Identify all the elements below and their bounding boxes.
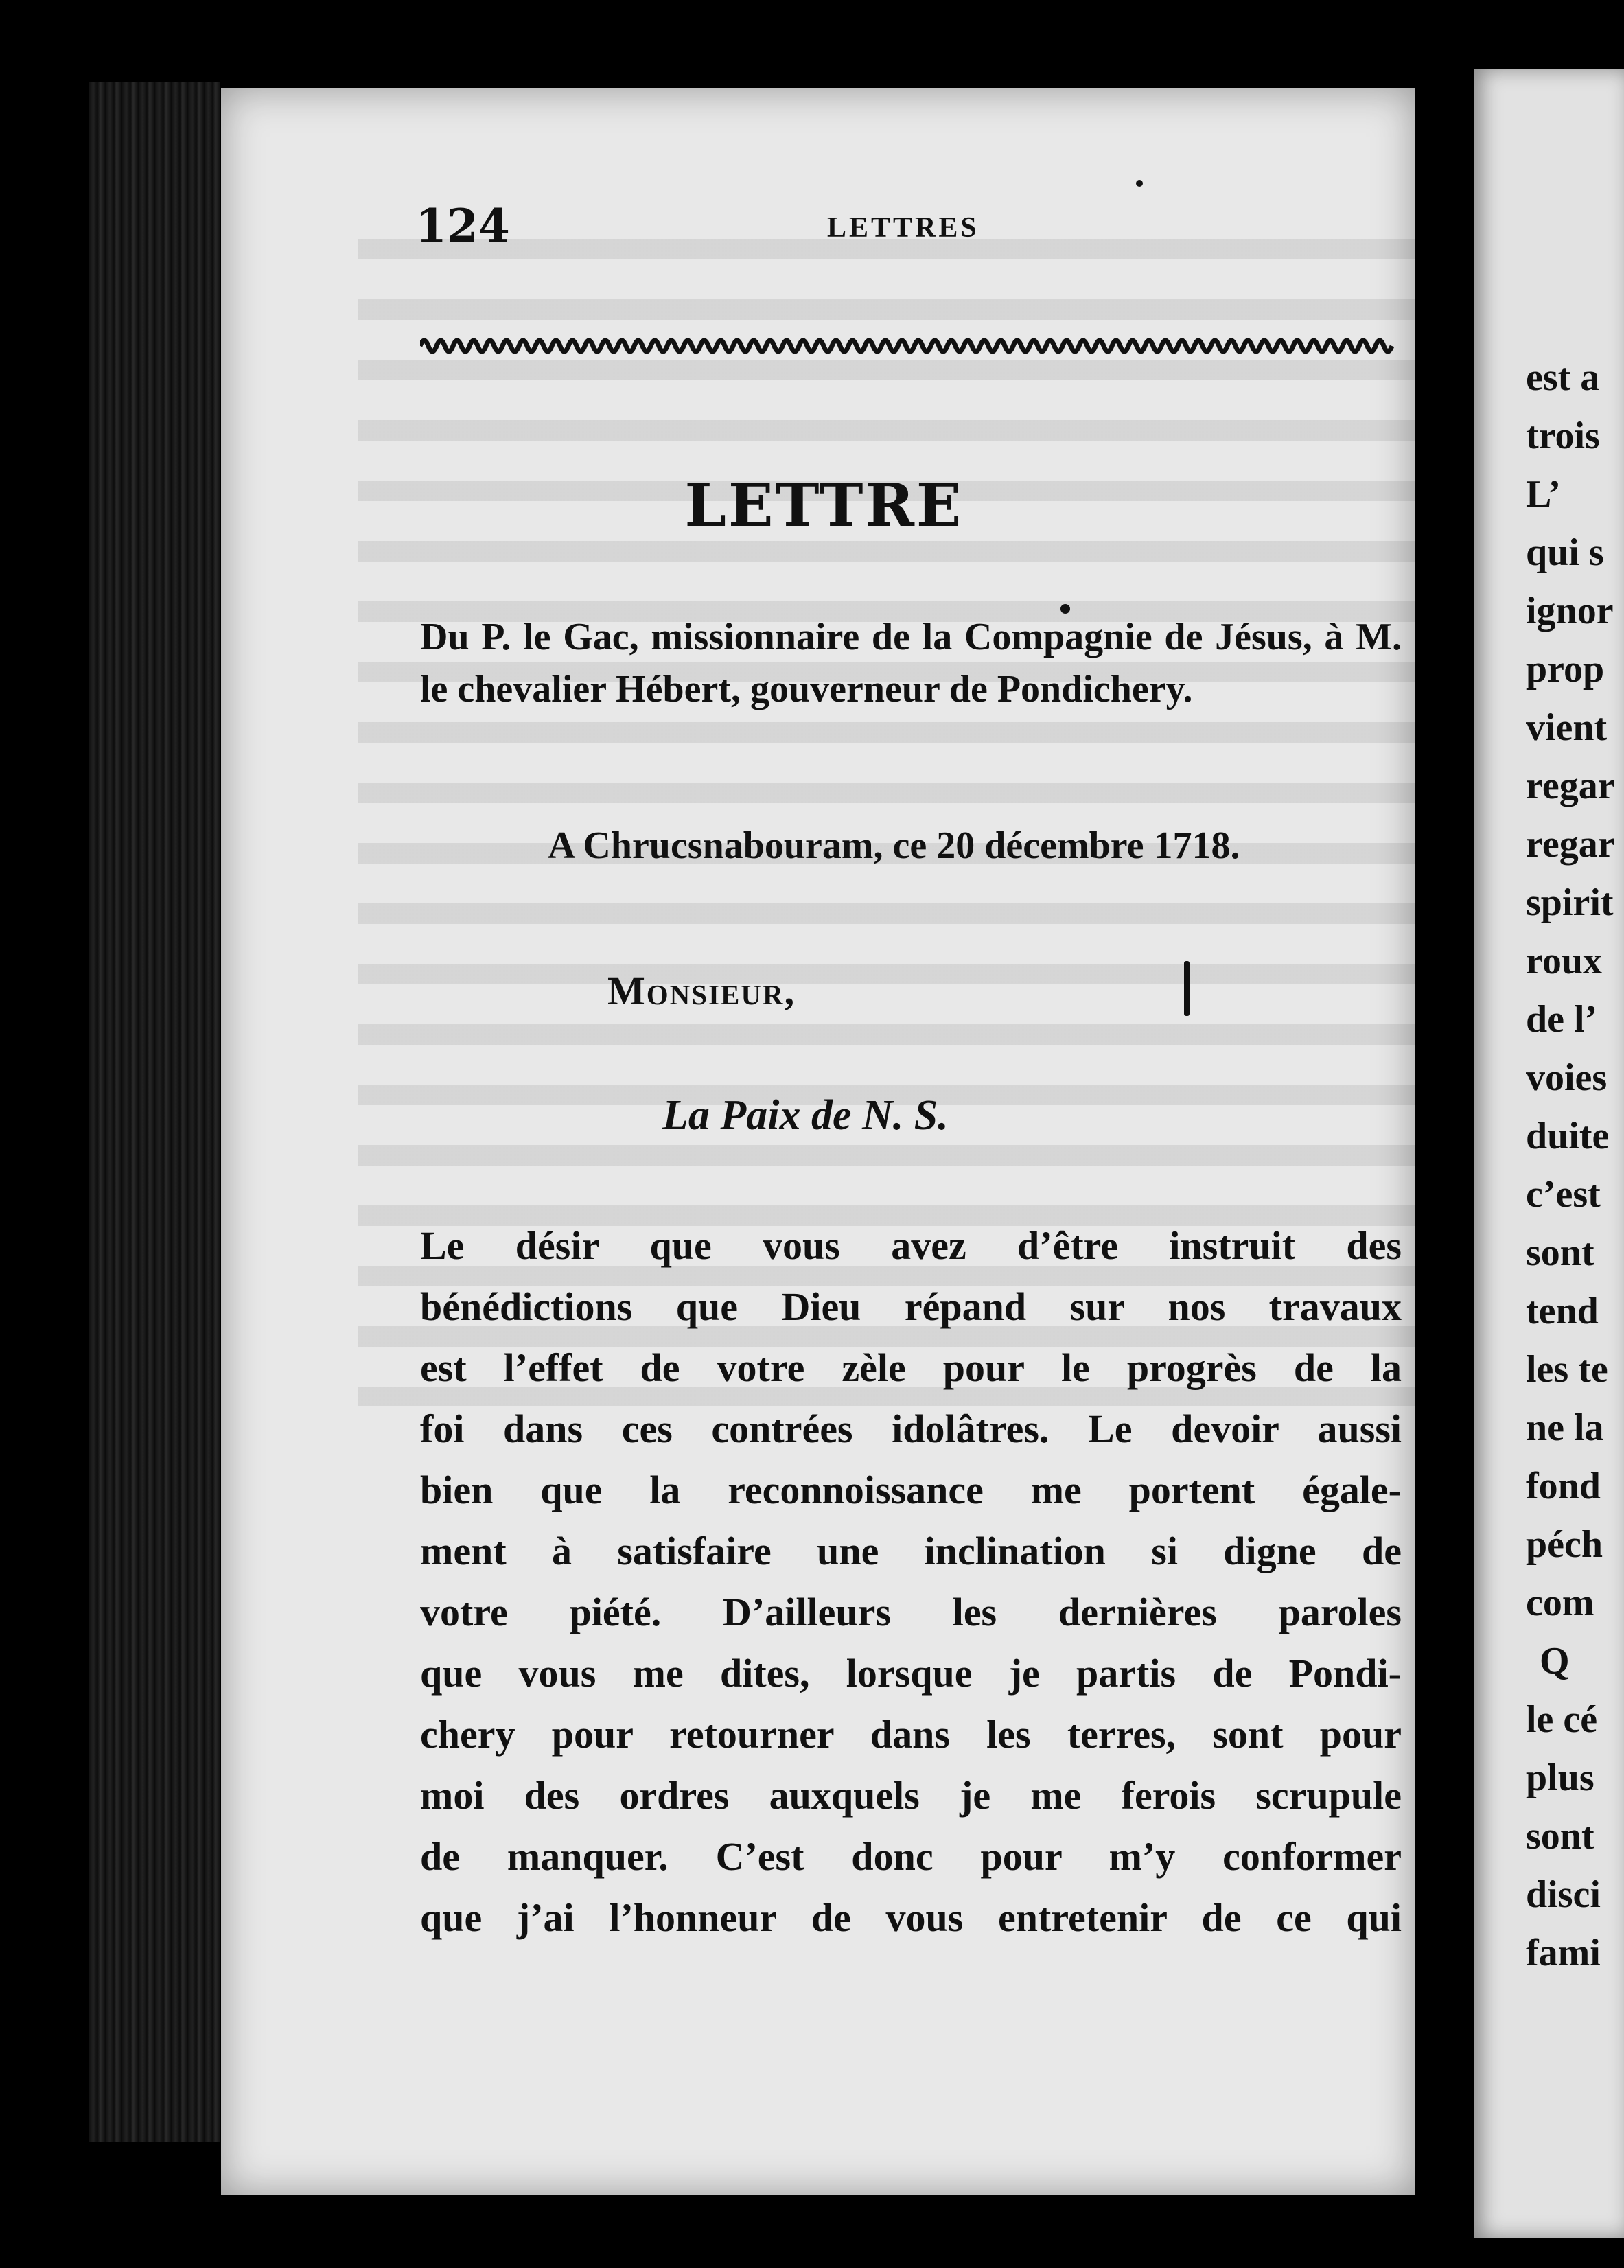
body-line: bénédictions que Dieu répand sur nos travaux (420, 1284, 1402, 1329)
right-line: roux (1526, 940, 1602, 982)
book-spine-edge (89, 82, 220, 2142)
running-head: LETTRES (827, 212, 979, 244)
letter-title-container (0, 471, 1624, 540)
greeting: La Paix de N. S. (662, 1092, 949, 1139)
right-line: regar (1526, 765, 1615, 807)
right-line: voies (1526, 1056, 1608, 1099)
right-line: péch (1526, 1523, 1603, 1566)
page-number: 124 (415, 199, 510, 253)
right-line: ne la (1526, 1407, 1604, 1449)
right-line: duite (1526, 1115, 1610, 1157)
right-line: plus (1526, 1757, 1594, 1799)
letter-subtitle: Du P. le Gac, missionnaire de la Compagnie de Jésus, à M. le chevalier Hébert, gouverneur de Pondichery. (420, 616, 1402, 710)
body-line: Le désir que vous avez d’être instruit des (420, 1223, 1402, 1268)
body-line: chery pour retourner dans les terres, sont pour (420, 1712, 1402, 1757)
ornamental-rule (420, 332, 1395, 360)
right-line: qui s (1526, 531, 1604, 574)
right-line: prop (1526, 648, 1605, 691)
body-line: votre piété. D’ailleurs les dernières paroles (420, 1590, 1402, 1634)
body-line: ment à satisfaire une inclination si digne de (420, 1529, 1402, 1573)
body-line: que j’ai l’honneur de vous entretenir de ce qui (420, 1895, 1402, 1940)
right-page-text (1526, 349, 1624, 1982)
right-line: c’est (1526, 1173, 1601, 1216)
body-line: foi dans ces contrées idolâtres. Le devoir aussi (420, 1407, 1402, 1451)
ink-speck (1060, 604, 1070, 614)
right-line: ignor (1526, 590, 1614, 632)
right-line: les te (1526, 1348, 1608, 1391)
right-page (1474, 69, 1624, 2238)
ink-speck (1136, 180, 1143, 187)
body-line: est l’effet de votre zèle pour le progrès de la (420, 1345, 1402, 1390)
right-line: fond (1526, 1465, 1601, 1507)
salutation: Monsieur, (607, 969, 796, 1013)
right-line: tend (1526, 1290, 1599, 1332)
right-line: sont (1526, 1231, 1594, 1274)
right-line: trois (1526, 415, 1600, 457)
letter-title: LETTRE (684, 471, 964, 540)
right-line: spirit (1526, 881, 1614, 924)
right-line: regar (1526, 823, 1615, 866)
right-line: Q (1540, 1640, 1570, 1682)
right-line: L’ (1526, 473, 1561, 516)
right-line: com (1526, 1582, 1594, 1624)
ink-speck (1184, 961, 1190, 1016)
body-line: que vous me dites, lorsque je partis de Pondi- (420, 1651, 1402, 1696)
letter-body (420, 1215, 1402, 1948)
body-line: bien que la reconnoissance me portent égale- (420, 1468, 1402, 1512)
body-line: moi des ordres auxquels je me ferois scrupule (420, 1773, 1402, 1818)
right-line: est a (1526, 356, 1600, 399)
right-line: vient (1526, 706, 1608, 749)
right-line: sont (1526, 1815, 1594, 1858)
body-line: de manquer. C’est donc pour m’y conformer (420, 1834, 1402, 1879)
right-line: le cé (1526, 1698, 1598, 1741)
right-line: fami (1526, 1932, 1601, 1974)
right-line: disci (1526, 1873, 1601, 1916)
right-line: de l’ (1526, 998, 1598, 1041)
dateline: A Chrucsnabouram, ce 20 décembre 1718. (548, 824, 1240, 867)
